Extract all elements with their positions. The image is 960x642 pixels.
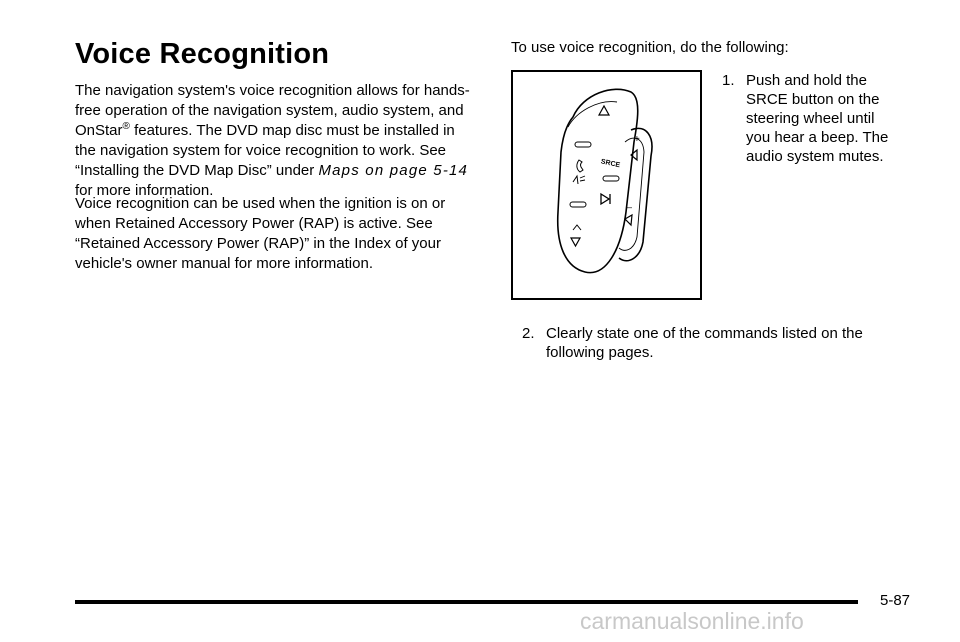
- mute-end-icon[interactable]: [571, 225, 581, 246]
- intro-text-part3: for more information.: [75, 182, 214, 199]
- button-divider-slot: [570, 202, 586, 207]
- intro-text-part1: The navigation system's voice recognition allows for hands-free operation of the navigation system, audio system, and OnStar: [75, 82, 470, 139]
- step-number: 1.: [722, 72, 735, 89]
- left-pad-outline: [558, 89, 638, 272]
- voice-recognition-icon: [573, 176, 585, 184]
- page-number: 5-87: [880, 592, 911, 609]
- ignition-paragraph: Voice recognition can be used when the ignition is on or when Retained Accessory Power (RAP) is active. See “Retained Accessory Power (RAP)” in the Index of your vehicle's owner manual for more information.: [75, 195, 446, 272]
- intro-text-part2: features. The DVD map disc must be installed in the navigation system for voice recognition to work. See “Installing the DVD Map Disc” under: [75, 122, 455, 179]
- button-divider-slot: [575, 142, 591, 147]
- registered-mark: ®: [122, 121, 130, 132]
- instructions-intro: To use voice recognition, do the following:: [511, 39, 789, 56]
- volume-plus-label: +: [634, 134, 640, 145]
- left-pad-inner-edge: [568, 102, 617, 127]
- phone-icon: [577, 160, 583, 172]
- footer-rule: [75, 600, 858, 604]
- button-divider-slot: [603, 176, 619, 181]
- step-text: Push and hold the SRCE button on the steering wheel until you hear a beep. The audio system mutes.: [746, 72, 889, 165]
- up-arrow-icon: [599, 106, 609, 115]
- step-text: Clearly state one of the commands listed on the following pages.: [546, 325, 863, 361]
- step-number: 2.: [522, 325, 535, 342]
- step-1: [722, 71, 902, 166]
- steering-wheel-controls-figure: [511, 70, 702, 300]
- page-title: Voice Recognition: [75, 38, 330, 70]
- watermark-logo: carmanualsonline.info: [580, 608, 804, 634]
- seek-next-icon[interactable]: [601, 194, 610, 204]
- step-2: [522, 324, 902, 362]
- intro-paragraph: [75, 81, 475, 201]
- volume-minus-label: –: [627, 202, 633, 212]
- cross-reference-link[interactable]: Maps on page 5‑14: [318, 162, 469, 179]
- steering-controls-illustration: [513, 72, 700, 298]
- srce-button-label[interactable]: SRCE: [600, 158, 621, 170]
